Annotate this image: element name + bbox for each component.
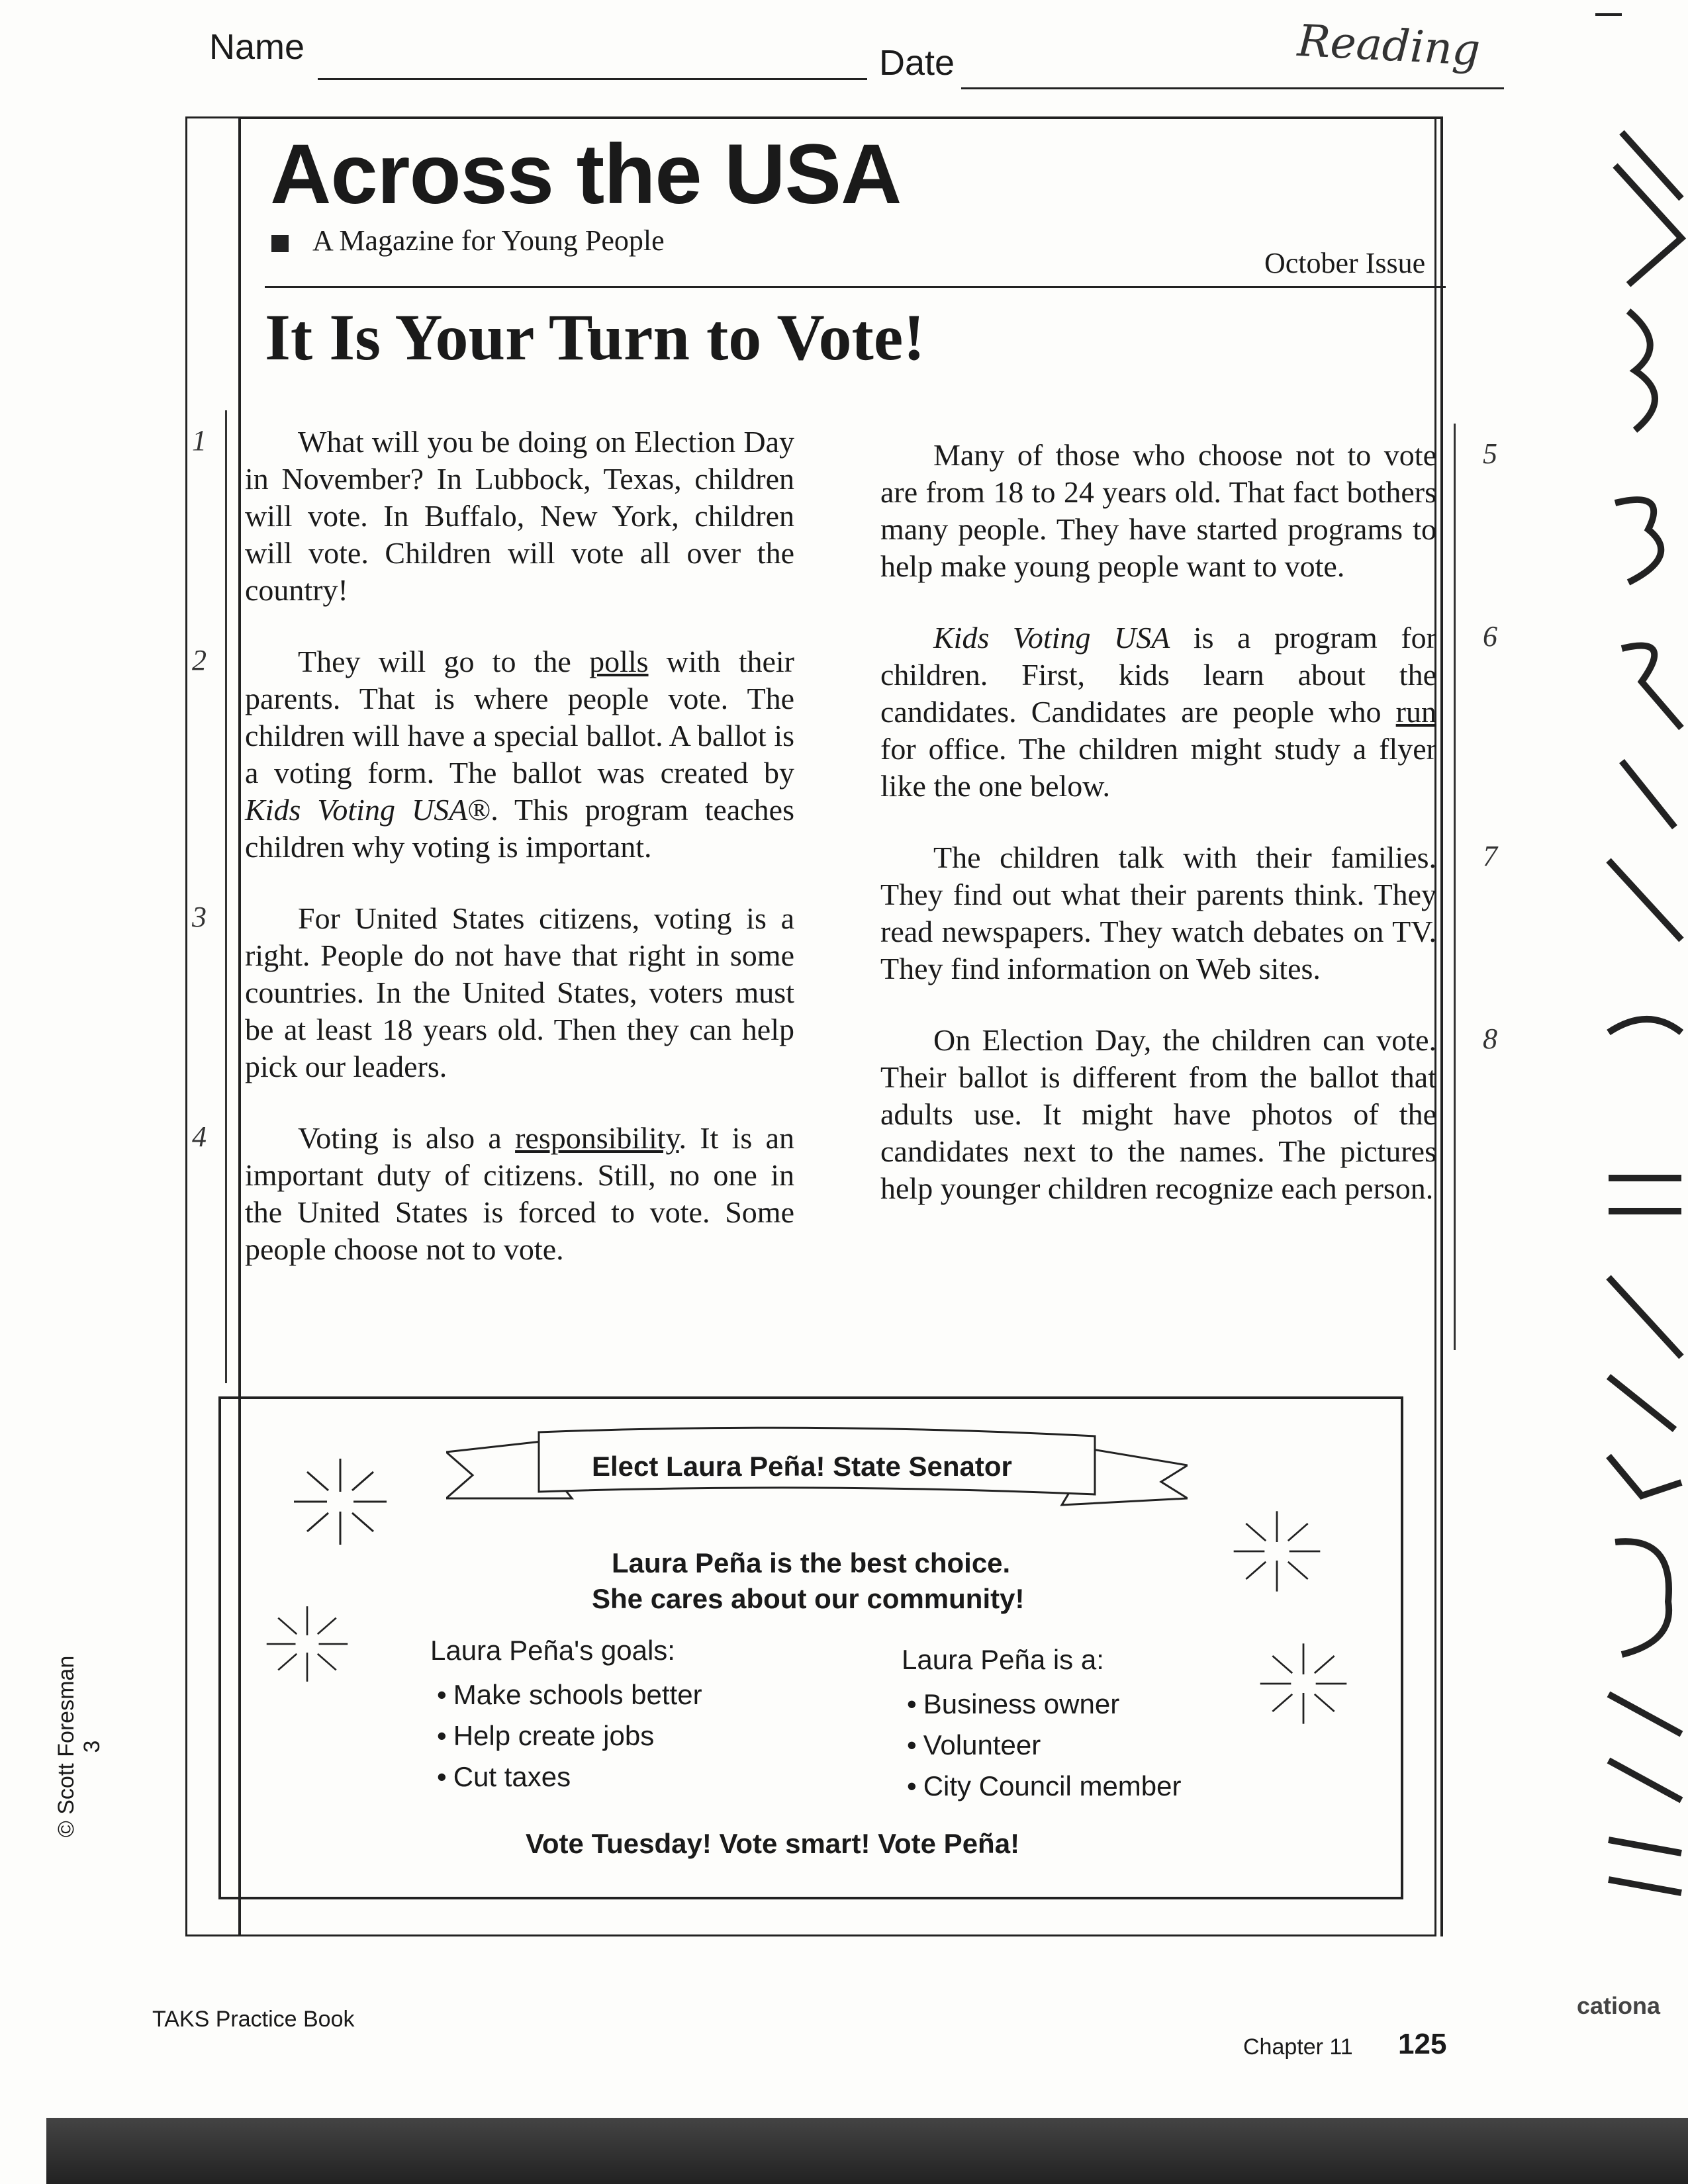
- book-title: TAKS Practice Book: [152, 2007, 355, 2032]
- square-bullet-icon: [271, 235, 289, 252]
- subtitle-text: A Magazine for Young People: [312, 224, 665, 257]
- role-item: • Business owner: [907, 1684, 1182, 1725]
- date-line[interactable]: [961, 87, 1504, 89]
- goals-heading: Laura Peña's goals:: [430, 1635, 675, 1666]
- edge-text: cationa: [1577, 1992, 1661, 2019]
- article-paragraph: For United States citizens, voting is a right. People do not have that right in some countries. In the United States, voters must be at least 18 years old. Then they can help pick our leaders.: [245, 901, 794, 1083]
- goals-list: [437, 1674, 702, 1797]
- goal-item: • Make schools better: [437, 1674, 702, 1715]
- article-paragraph: Voting is also a responsibility. It is an important duty of citizens. Still, no one in the United States is forced to vote. Some people choose not to vote.: [245, 1121, 794, 1266]
- article-paragraph: They will go to the polls with their parents. That is where people vote. The children will have a special ballot. A ballot is a voting form. The ballot was created by Kids Voting USA®. This program teaches children why voting is important.: [245, 645, 795, 864]
- flyer-tagline-1: Laura Peña is the best choice.: [612, 1547, 1011, 1578]
- article-paragraph: On Election Day, the children can vote. Their ballot is different from the ballot that adults use. It might have photos of the candidates next to the names. The pictures help younger children recognize each person.: [880, 1023, 1436, 1205]
- candidate-flyer: [218, 1396, 1403, 1899]
- paragraph-number: 4: [192, 1120, 207, 1153]
- scan-edge-shadow: [46, 2118, 1688, 2184]
- sparkle-icon: [1254, 1637, 1353, 1730]
- page-number: 125: [1398, 2028, 1447, 2060]
- chapter-label: Chapter 11: [1243, 2034, 1353, 2060]
- goal-item: • Help create jobs: [437, 1715, 702, 1756]
- name-label: Name: [209, 27, 305, 67]
- role-item: • Volunteer: [907, 1725, 1182, 1766]
- paragraph-number: 5: [1483, 437, 1497, 470]
- masthead-rule: [265, 286, 1446, 288]
- sparkle-icon: [1227, 1505, 1327, 1598]
- paragraph-number: 6: [1483, 620, 1497, 653]
- issue-label: October Issue: [1264, 247, 1426, 279]
- handwritten-note: Reading: [1296, 15, 1482, 76]
- flyer-banner-text: Elect Laura Peña! State Senator: [592, 1451, 1012, 1482]
- goal-item: • Cut taxes: [437, 1756, 702, 1797]
- article-right-column: [880, 437, 1436, 1242]
- article-paragraph: Kids Voting USA is a program for children. First, kids learn about the candidates. Candidates are people who run for office. The children might study a flyer like the one below.: [880, 621, 1436, 803]
- date-label: Date: [879, 43, 955, 83]
- roles-heading: Laura Peña is a:: [902, 1644, 1104, 1675]
- article-left-column: [245, 424, 794, 1302]
- name-line[interactable]: [318, 78, 867, 80]
- article-paragraph: What will you be doing on Election Day in November? In Lubbock, Texas, children will vote. In Buffalo, New York, children will vote. Children will vote all over the country!: [245, 425, 794, 607]
- role-item: • City Council member: [907, 1766, 1182, 1807]
- paragraph-number: 2: [192, 644, 207, 676]
- right-column-rule: [1454, 424, 1456, 1350]
- paragraph-number: 8: [1483, 1023, 1497, 1055]
- article-paragraph: Many of those who choose not to vote are from 18 to 24 years old. That fact bothers many people. They have started programs to help make young people want to vote.: [880, 438, 1436, 583]
- sparkle-icon: [261, 1598, 353, 1690]
- copyright-text: © Scott Foresman 3: [54, 1655, 105, 1838]
- paragraph-number: 1: [192, 424, 207, 457]
- flyer-tagline-2: She cares about our community!: [592, 1583, 1025, 1614]
- article-headline: It Is Your Turn to Vote!: [265, 300, 925, 374]
- article-paragraph: The children talk with their families. They find out what their parents think. They read newspapers. They watch debates on TV. They find information on Web sites.: [880, 841, 1436, 985]
- paragraph-number: 3: [192, 901, 207, 933]
- flyer-slogan: Vote Tuesday! Vote smart! Vote Peña!: [526, 1828, 1020, 1859]
- roles-list: [907, 1684, 1182, 1807]
- paragraph-number: 7: [1483, 840, 1497, 872]
- edge-decoration: [1569, 0, 1688, 1985]
- sparkle-icon: [287, 1452, 393, 1551]
- left-column-rule: [225, 410, 227, 1383]
- magazine-subtitle: [271, 224, 665, 257]
- magazine-title: Across the USA: [270, 127, 902, 222]
